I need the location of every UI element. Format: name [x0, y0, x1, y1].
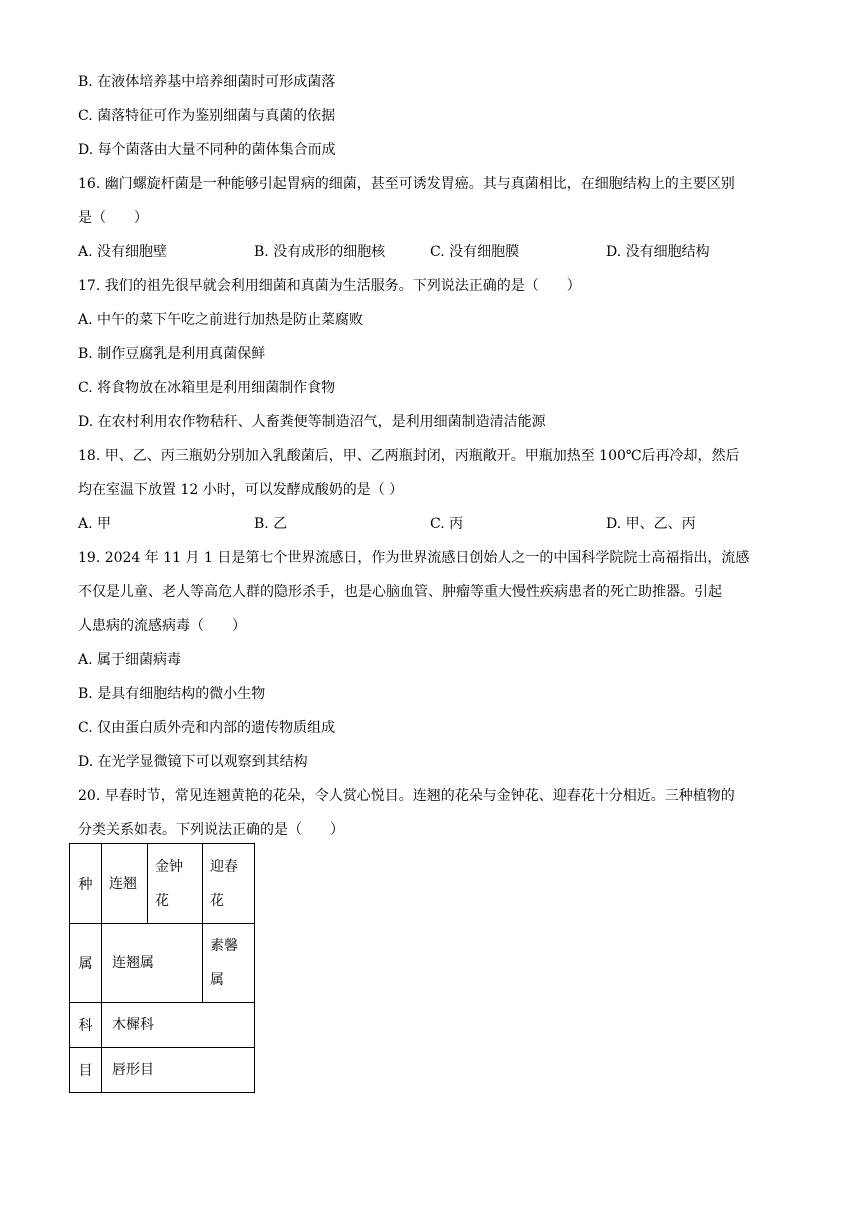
q18-option-a: A. 甲: [78, 516, 112, 532]
q18-stem-line2: 均在室温下放置 12 小时，可以发酵成酸奶的是（ ）: [78, 482, 404, 498]
cell-muxi-family: [102, 1003, 255, 1048]
classification-table: [69, 843, 255, 1093]
cell-lianqiao-genus-text: 连翘属: [112, 955, 154, 971]
q16-option-b: B. 没有成形的细胞核: [254, 244, 386, 260]
cell-suxin-genus: [203, 924, 255, 1003]
row-label-family: 科: [70, 1003, 102, 1048]
cell-lianqiao: [102, 844, 148, 924]
q16-option-d: D. 没有细胞结构: [606, 244, 710, 260]
q17-option-d: D. 在农村利用农作物秸秆、人畜粪便等制造沼气，是利用细菌制造清洁能源: [78, 414, 546, 430]
row-label-order: 目: [70, 1048, 102, 1093]
q19-option-d: D. 在光学显微镜下可以观察到其结构: [78, 754, 308, 770]
cell-muxi-family-text: 木樨科: [112, 1017, 154, 1033]
q17-option-c: C. 将食物放在冰箱里是利用细菌制作食物: [78, 380, 336, 396]
cell-yingchunhua: [203, 844, 255, 924]
table-row-genus: [70, 924, 255, 1003]
q17-option-b: B. 制作豆腐乳是利用真菌保鲜: [78, 346, 266, 362]
q16-stem-line1: 16. 幽门螺旋杆菌是一种能够引起胃病的细菌，甚至可诱发胃癌。其与真菌相比，在细胞结构上的主要区别: [78, 176, 735, 192]
cell-yingchunhua-text: 迎春花: [210, 858, 238, 909]
table-row-family: [70, 1003, 255, 1048]
cell-lianqiao-genus: [102, 924, 203, 1003]
q18-option-b: B. 乙: [254, 516, 288, 532]
q15-option-b: B. 在液体培养基中培养细菌时可形成菌落: [78, 74, 336, 90]
q19-stem-line3: 人患病的流感病毒（ ）: [78, 618, 246, 634]
cell-jinzhonghua: [148, 844, 203, 924]
q19-option-a: A. 属于细菌病毒: [78, 652, 182, 668]
row-label-species: 种: [70, 844, 102, 924]
q17-stem: 17. 我们的祖先很早就会利用细菌和真菌为生活服务。下列说法正确的是（ ）: [78, 278, 581, 294]
row-label-genus: 属: [70, 924, 102, 1003]
table-row-order: [70, 1048, 255, 1093]
q20-stem-line2: 分类关系如表。下列说法正确的是（ ）: [78, 822, 344, 838]
q16-option-a: A. 没有细胞壁: [78, 244, 168, 260]
q18-option-c: C. 丙: [430, 516, 464, 532]
q17-option-a: A. 中午的菜下午吃之前进行加热是防止菜腐败: [78, 312, 364, 328]
cell-chunxing-order-text: 唇形目: [112, 1062, 154, 1078]
q16-option-c: C. 没有细胞膜: [430, 244, 520, 260]
q19-option-c: C. 仅由蛋白质外壳和内部的遗传物质组成: [78, 720, 336, 736]
q19-stem-line1: 19. 2024 年 11 月 1 日是第七个世界流感日，作为世界流感日创始人之一的中国科学院院士高福指出，流感: [78, 550, 750, 566]
cell-jinzhonghua-text: 金钟花: [155, 858, 183, 909]
q15-option-c: C. 菌落特征可作为鉴别细菌与真菌的依据: [78, 108, 336, 124]
q20-stem-line1: 20. 早春时节，常见连翘黄艳的花朵，令人赏心悦目。连翘的花朵与金钟花、迎春花十分相近。三种植物的: [78, 788, 735, 804]
q15-option-d: D. 每个菌落由大量不同种的菌体集合而成: [78, 142, 336, 158]
cell-suxin-genus-text: 素馨属: [210, 938, 238, 988]
table-row-species: [70, 844, 255, 924]
q18-stem-line1: 18. 甲、乙、丙三瓶奶分别加入乳酸菌后，甲、乙两瓶封闭，丙瓶敞开。甲瓶加热至 100℃后再冷却，然后: [78, 448, 740, 464]
cell-chunxing-order: [102, 1048, 255, 1093]
q19-stem-line2: 不仅是儿童、老人等高危人群的隐形杀手，也是心脑血管、肿瘤等重大慢性疾病患者的死亡助推器。引起: [78, 584, 722, 600]
q18-option-d: D. 甲、乙、丙: [606, 516, 696, 532]
cell-lianqiao-text: 连翘: [109, 875, 137, 892]
q19-option-b: B. 是具有细胞结构的微小生物: [78, 686, 266, 702]
q16-stem-line2: 是（ ）: [78, 210, 148, 226]
